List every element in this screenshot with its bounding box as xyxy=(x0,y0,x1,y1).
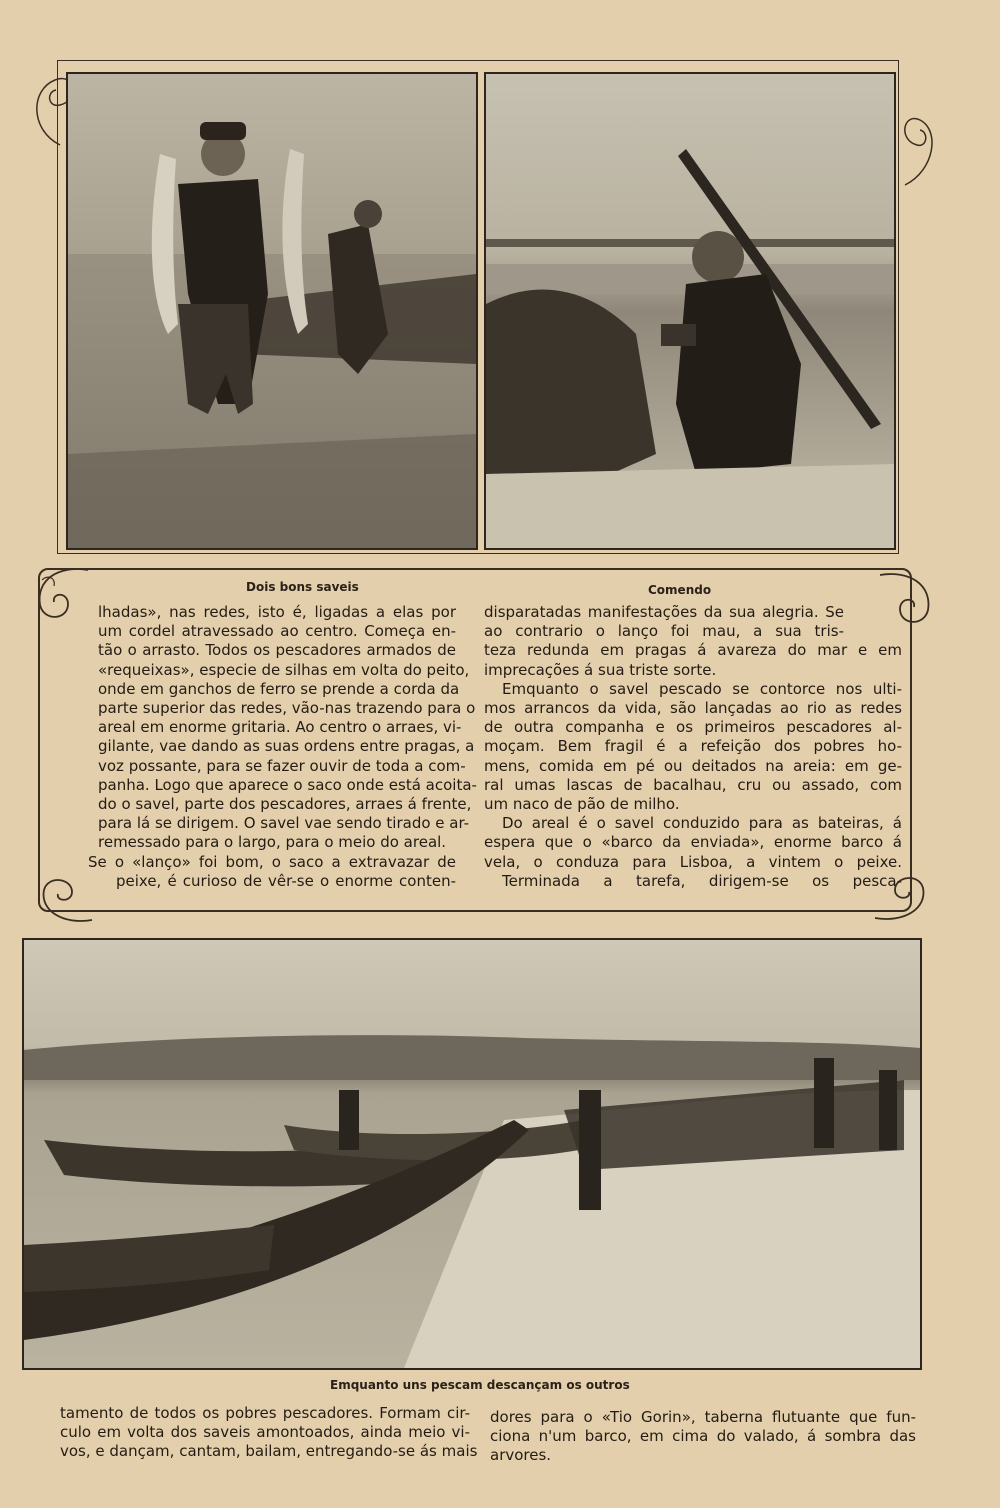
text-line: tão o arrasto. Todos os pescadores armados de xyxy=(98,641,456,660)
text-line: voz possante, para se fazer ouvir de toda a com- xyxy=(98,756,466,775)
text-line: espera que o «barco da enviada», enorme barco á xyxy=(484,833,902,852)
text-column-lower-right xyxy=(490,1408,916,1466)
text-line: vela, o conduza para Lisboa, a vintem o peixe. xyxy=(484,852,902,871)
text-line: para lá se dirigem. O savel vae sendo tirado e ar- xyxy=(98,814,470,833)
text-line: Emquanto o savel pescado se contorce nos ulti- xyxy=(502,679,902,698)
text-line: um naco de pão de milho. xyxy=(484,795,680,814)
text-line: gilante, vae dando as suas ordens entre pragas, a xyxy=(98,737,475,756)
text-line: moçam. Bem fragil é a refeição dos pobres ho- xyxy=(484,737,902,756)
text-line: tamento de todos os pobres pescadores. Formam cir- xyxy=(60,1404,470,1422)
text-line: de outra companha e os primeiros pescadores al- xyxy=(484,718,902,737)
text-line: do o savel, parte dos pescadores, arraes á frente, xyxy=(98,795,472,814)
text-line: remessado para o largo, para o meio do areal. xyxy=(98,833,447,852)
text-column-lower-left xyxy=(60,1404,478,1462)
text-line: onde em ganchos de ferro se prende a corda da xyxy=(98,679,460,698)
photo-dois-bons-saveis xyxy=(66,72,478,550)
photo-emquanto-uns-pescam xyxy=(22,938,922,1370)
text-line: parte superior das redes, vão-nas trazendo para o xyxy=(98,699,476,718)
corner-ornament-icon xyxy=(32,870,102,930)
text-line: arvores. xyxy=(490,1446,552,1465)
text-line: ciona n'um barco, em cima do valado, á sombra das xyxy=(490,1427,916,1446)
photo-comendo xyxy=(484,72,896,550)
text-line: areal em enorme gritaria. Ao centro o arraes, vi- xyxy=(98,718,462,737)
text-column-upper-right xyxy=(484,603,902,891)
corner-ornament-icon xyxy=(28,560,98,630)
text-line: Se o «lanço» foi bom, o saco a extravazar de xyxy=(88,852,456,871)
text-line: culo em volta dos saveis amontoados, ainda meio vi- xyxy=(60,1423,470,1442)
text-line: mens, comida em pé ou deitados na areia: em ge- xyxy=(484,756,902,775)
caption-emquanto-uns-pescam: Emquanto uns pescam descançam os outros xyxy=(330,1378,630,1392)
corner-ornament-icon xyxy=(895,100,955,190)
corner-ornament-icon xyxy=(870,565,940,640)
caption-comendo: Comendo xyxy=(648,583,712,597)
text-line: vos, e dançam, cantam, bailam, entregando-se ás mais xyxy=(60,1442,478,1461)
text-line: peixe, é curioso de vêr-se o enorme conten- xyxy=(116,871,456,890)
text-line: Do areal é o savel conduzido para as bateiras, á xyxy=(502,814,902,833)
text-line: ral umas lascas de bacalhau, cru ou assado, com xyxy=(484,775,902,794)
caption-dois-bons-saveis: Dois bons saveis xyxy=(246,580,359,594)
text-line: disparatadas manifestações da sua alegria. Se xyxy=(484,603,844,621)
text-line: lhadas», nas redes, isto é, ligadas a elas por xyxy=(98,603,456,621)
text-line: Terminada a tarefa, dirigem-se os pesca- xyxy=(502,871,902,890)
text-line: imprecações á sua triste sorte. xyxy=(484,660,717,679)
text-line: um cordel atravessado ao centro. Começa en- xyxy=(98,622,456,641)
text-line: ao contrario o lanço foi mau, a sua tris- xyxy=(484,622,844,641)
text-line: «requeixas», especie de silhas em volta do peito, xyxy=(98,660,470,679)
text-column-upper-left xyxy=(88,603,477,891)
text-line: mos arrancos da vida, são lançadas ao rio as redes xyxy=(484,699,902,718)
text-line: dores para o «Tio Gorin», taberna flutuante que fun- xyxy=(490,1408,916,1426)
text-line: panha. Logo que aparece o saco onde está acoita- xyxy=(98,775,477,794)
text-line: teza redunda em pragas á avareza do mar e em xyxy=(484,641,902,660)
